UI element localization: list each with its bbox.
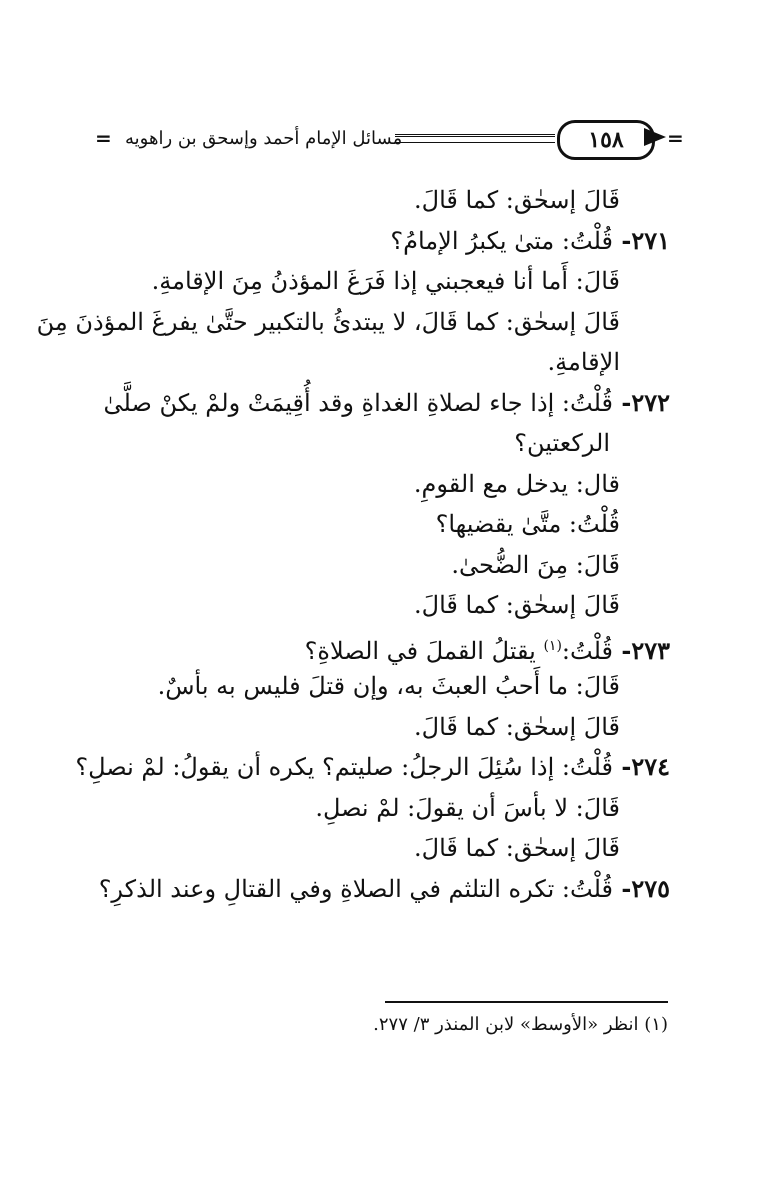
text-line: قَالَ: لا بأسَ أن يقولَ: لمْ نصلِ. [315, 793, 620, 822]
numbered-question: ٢٧١- قُلْتُ: متىٰ يكبرُ الإمامُ؟ [390, 225, 670, 255]
header-ornament-right: = [667, 126, 684, 150]
numbered-question: ٢٧٤- قُلْتُ: إذا سُئِلَ الرجلُ: صليتم؟ يكره أن يقولُ: لمْ نصلِ؟ [75, 752, 670, 781]
item-number: ٢٧١- [613, 225, 670, 255]
header-ornament-left: = [95, 126, 112, 150]
text-line: قَالَ إسحٰق: كما قَالَ. [414, 712, 620, 741]
text-line: الإقامةِ. [547, 348, 620, 376]
text-line: الركعتين؟ [514, 429, 610, 457]
footnote-marker: (١) [543, 637, 562, 654]
page-body [36, 180, 670, 909]
badge-arrow-icon [644, 128, 666, 146]
page-number: ١٥٨ [588, 127, 624, 153]
numbered-question: ٢٧٣- قُلْتُ:$^{(١)}$ يقتلُ القملَ في الصلاةِ؟ [304, 635, 670, 665]
text-line: قَالَ: أَما أنا فيعجبني إذا فَرَغَ المؤذنُ مِنَ الإقامةِ. [151, 267, 620, 295]
text-line: قَالَ إسحٰق: كما قَالَ. [414, 186, 620, 214]
item-number: ٢٧٤- [613, 752, 670, 781]
item-number: ٢٧٣- [613, 635, 670, 665]
text-line: قَالَ إسحٰق: كما قَالَ. [414, 591, 620, 619]
text-line: قَالَ إسحٰق: كما قَالَ. [414, 834, 620, 862]
numbered-question: ٢٧٥- قُلْتُ: تكره التلثم في الصلاةِ وفي القتالِ وعند الذكرِ؟ [98, 873, 670, 903]
text-line: قال: يدخل مع القومِ. [413, 469, 620, 498]
footnote: (١) انظر «الأوسط» لابن المنذر ٣/ ٢٧٧. [373, 1014, 668, 1035]
text-line: قَالَ: ما أَحبُ العبثَ به، وإن قتلَ فليس به بأسٌ. [157, 672, 620, 700]
item-number: ٢٧٢- [613, 387, 670, 417]
page-number-badge [557, 120, 655, 160]
text-line: قَالَ: مِنَ الضُّحىٰ. [451, 550, 620, 579]
item-number: ٢٧٥- [613, 873, 670, 903]
text-line: قَالَ إسحٰق: كما قَالَ، لا يبتدئُ بالتكبير حتَّىٰ يفرغَ المؤذنَ مِنَ [36, 307, 620, 336]
page-header [95, 118, 684, 160]
header-rule [395, 134, 555, 144]
running-title: مسائل الإمام أحمد وإسحق بن راهويه [125, 128, 403, 149]
numbered-question: ٢٧٢- قُلْتُ: إذا جاء لصلاةِ الغداةِ وقد أُقِيمَتْ ولمْ يكنْ صلَّىٰ [103, 387, 670, 417]
text-line: قُلْتُ: متَّىٰ يقضيها؟ [435, 510, 620, 538]
footnote-rule [385, 1001, 668, 1003]
